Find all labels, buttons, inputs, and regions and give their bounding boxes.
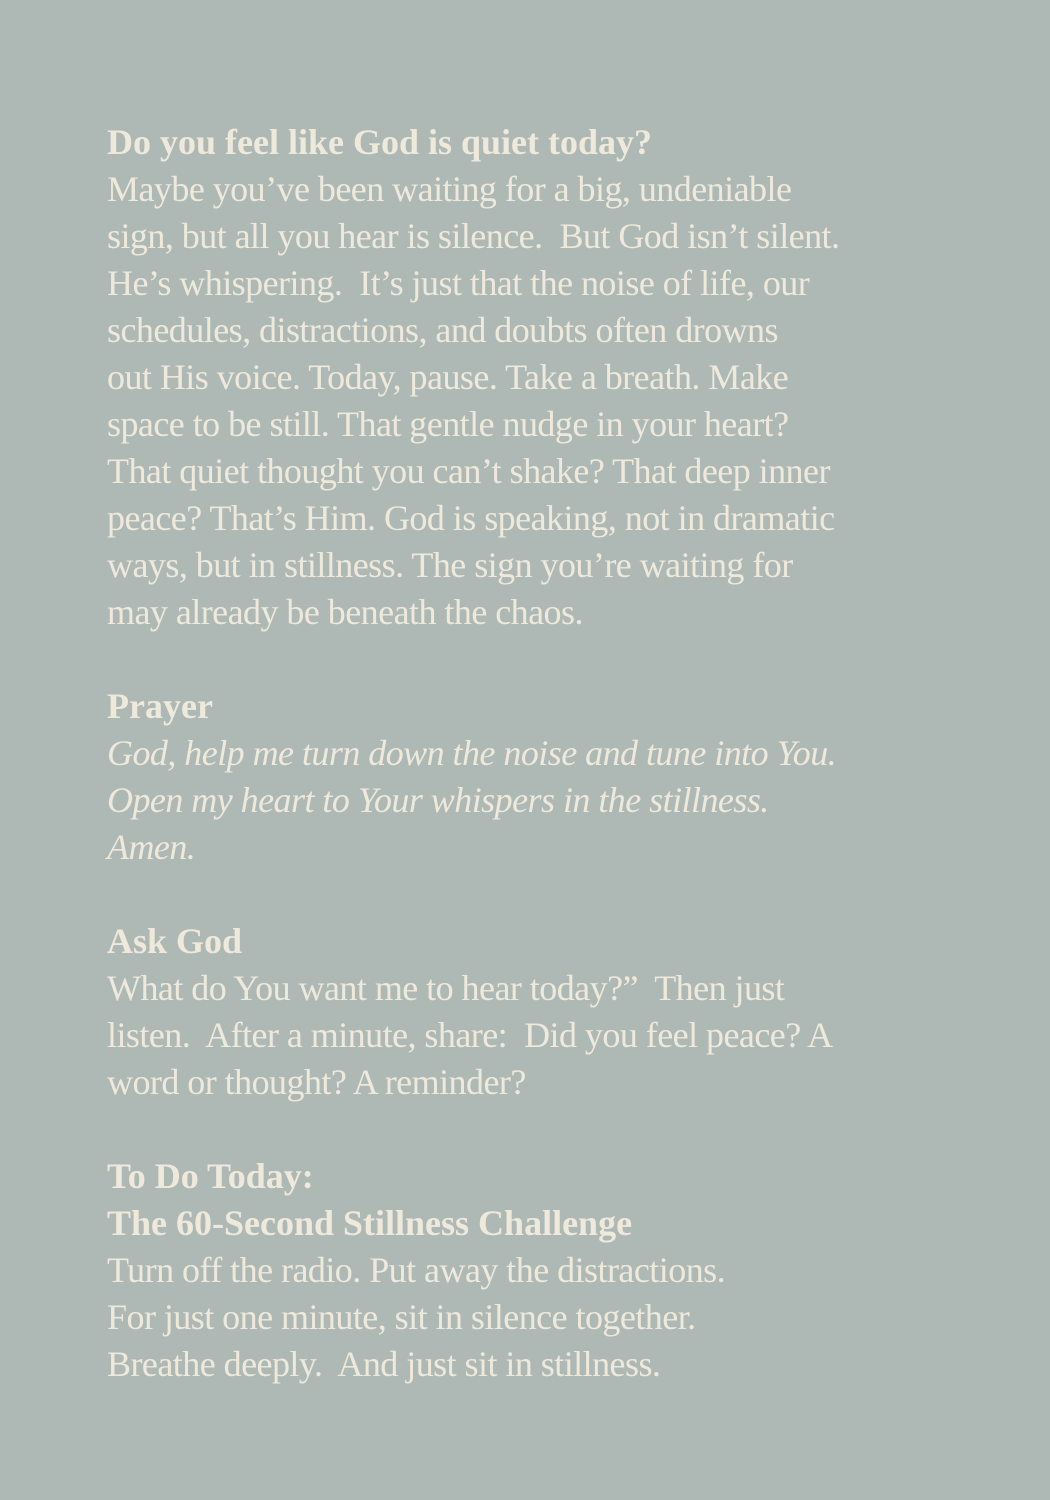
intro-line: peace? That’s Him. God is speaking, not in dramatic [107,498,835,538]
section-prayer [107,683,987,871]
intro-line: Maybe you’ve been waiting for a big, undeniable [107,169,792,209]
ask-god-line: word or thought? A reminder? [107,1062,526,1102]
ask-god-line: What do You want me to hear today?” Then just [107,968,785,1008]
intro-line: space to be still. That gentle nudge in your heart? [107,404,789,444]
devotional-page [107,119,987,1388]
intro-line: out His voice. Today, pause. Take a breath. Make [107,357,789,397]
section-ask-god [107,918,987,1106]
prayer-heading: Prayer [107,686,213,726]
section-intro [107,119,987,636]
intro-line: may already be beneath the chaos. [107,592,583,632]
ask-god-heading: Ask God [107,921,243,961]
ask-god-line: listen. After a minute, share: Did you feel peace? A [107,1015,833,1055]
section-to-do-today [107,1153,987,1388]
intro-heading: Do you feel like God is quiet today? [107,122,653,162]
intro-line: That quiet thought you can’t shake? That deep inner [107,451,830,491]
to-do-line: Turn off the radio. Put away the distractions. [107,1250,726,1290]
to-do-line: Breathe deeply. And just sit in stillness. [107,1344,661,1384]
intro-line: sign, but all you hear is silence. But God isn’t silent. [107,216,840,256]
to-do-line: For just one minute, sit in silence together. [107,1297,696,1337]
prayer-line: God, help me turn down the noise and tune into You. [107,733,837,773]
prayer-line: Amen. [107,827,196,867]
to-do-today-heading: To Do Today: [107,1156,314,1196]
prayer-line: Open my heart to Your whispers in the stillness. [107,780,769,820]
stillness-challenge-heading: The 60-Second Stillness Challenge [107,1203,633,1243]
intro-line: He’s whispering. It’s just that the noise of life, our [107,263,810,303]
intro-line: schedules, distractions, and doubts often drowns [107,310,778,350]
intro-line: ways, but in stillness. The sign you’re waiting for [107,545,793,585]
